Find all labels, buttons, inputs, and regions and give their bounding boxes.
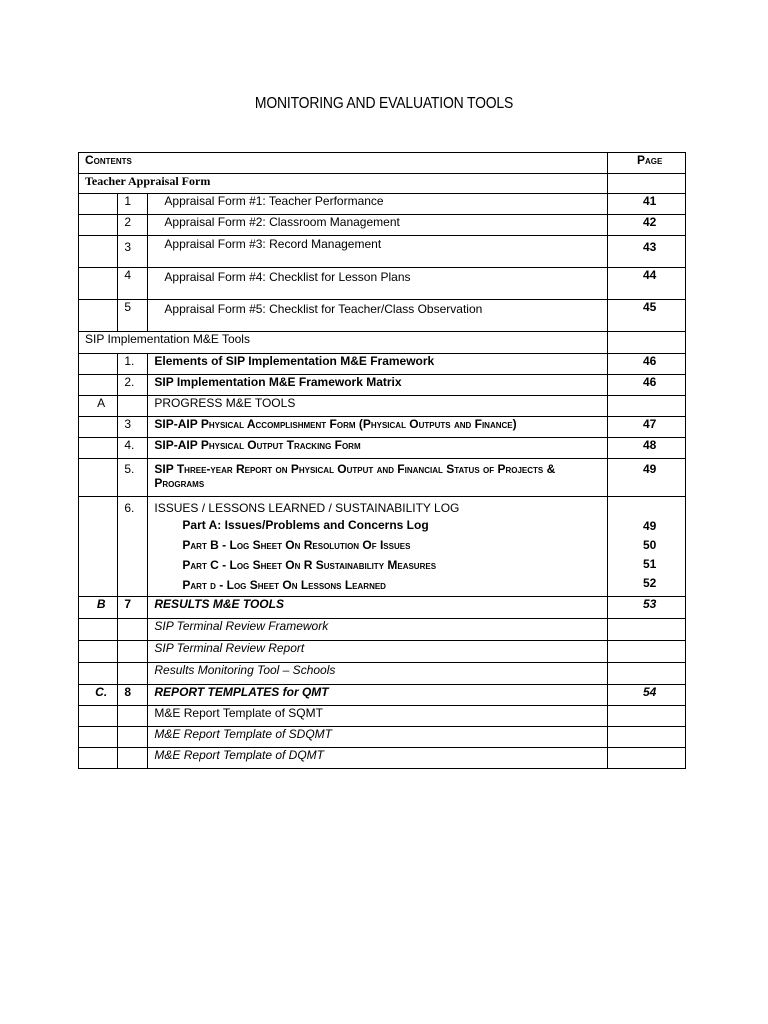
item-page: 53 [608,597,686,619]
item-page: 49 [608,459,686,497]
item-title: SIP-AIP Physical Output Tracking Form [148,438,608,459]
item-number: 4. [118,438,148,459]
item-page: 48 [608,438,686,459]
table-row [79,417,686,438]
group-title: REPORT TEMPLATES for QMT [148,685,608,706]
item-number: 2. [118,375,148,396]
item-title: SIP-AIP Physical Accomplishment Form (Physical Outputs and Finance) [148,417,608,438]
item-page: 46 [608,375,686,396]
table-row [79,459,686,497]
item-number: 1. [118,354,148,375]
table-row [79,300,686,332]
sub-item-title: Part d - Log Sheet On Lessons Learned [182,578,386,592]
section-teacher-appraisal: Teacher Appraisal Form [79,174,608,194]
item-number: 7 [118,597,148,619]
table-row [79,619,686,641]
item-page: 41 [608,194,686,215]
sub-item-title: Part C - Log Sheet On R Sustainability Measures [182,558,437,572]
item-page: 42 [608,215,686,236]
table-row [79,597,686,619]
contents-header: Contents [79,153,608,174]
item-page: 54 [608,685,686,706]
item-title: Results Monitoring Tool – Schools [148,663,608,685]
item-title: Appraisal Form #5: Checklist for Teacher/Class Observation [148,300,608,332]
sub-item-title: Part A: Issues/Problems and Concerns Log [182,518,429,532]
item-page: 47 [608,417,686,438]
group-letter: C. [79,685,118,706]
item-page: 46 [608,354,686,375]
item-title: SIP Implementation M&E Framework Matrix [148,375,608,396]
item-title: Appraisal Form #4: Checklist for Lesson Plans [148,268,608,300]
item-title: Appraisal Form #3: Record Management [148,236,608,268]
issues-pages [608,497,686,597]
table-row [79,663,686,685]
contents-table [78,152,686,769]
section-row [79,174,686,194]
table-row [79,194,686,215]
item-page: 43 [608,236,686,268]
item-title: Elements of SIP Implementation M&E Framework [148,354,608,375]
sub-item-page: 50 [642,538,657,552]
table-row [79,215,686,236]
table-row [79,354,686,375]
group-title: PROGRESS M&E TOOLS [148,396,608,417]
item-title: SIP Terminal Review Framework [148,619,608,641]
page-title: MONITORING AND EVALUATION TOOLS [254,95,514,112]
table-row [79,727,686,748]
sub-item-page: 52 [642,576,657,590]
item-title: M&E Report Template of DQMT [148,748,608,769]
item-page: 45 [608,300,686,332]
page-header: Page [608,153,686,174]
item-number: 2 [118,215,148,236]
group-letter: B [79,597,118,619]
table-header-row [79,153,686,174]
issues-cell [148,497,608,597]
table-row [79,438,686,459]
item-title: Appraisal Form #2: Classroom Management [148,215,608,236]
table-row [79,706,686,727]
table-row [79,685,686,706]
section-page [608,174,686,194]
item-number: 3 [118,417,148,438]
table-row [79,236,686,268]
item-title: SIP Terminal Review Report [148,641,608,663]
table-row [79,268,686,300]
item-number: 1 [118,194,148,215]
item-title: M&E Report Template of SQMT [148,706,608,727]
sub-item-title: Part B - Log Sheet On Resolution Of Issues [182,538,411,552]
item-title: ISSUES / LESSONS LEARNED / SUSTAINABILITY LOG [154,501,460,515]
item-number: 8 [118,685,148,706]
sub-item-page: 51 [642,557,657,571]
table-row [79,641,686,663]
table-row [79,748,686,769]
section-row [79,332,686,354]
item-number: 3 [118,236,148,268]
item-title: M&E Report Template of SDQMT [148,727,608,748]
item-title: SIP Three-year Report on Physical Output and Financial Status of Projects & Programs [148,459,608,497]
item-number: 5 [118,300,148,332]
item-title: Appraisal Form #1: Teacher Performance [148,194,608,215]
item-number: 4 [118,268,148,300]
table-row [79,396,686,417]
section-sip-tools: SIP Implementation M&E Tools [79,332,608,354]
item-page: 44 [608,268,686,300]
item-number: 5. [118,459,148,497]
group-letter: A [79,396,118,417]
item-number: 6. [118,497,148,597]
sub-item-page: 49 [642,519,657,533]
table-row [79,497,686,597]
group-title: RESULTS M&E TOOLS [148,597,608,619]
table-row [79,375,686,396]
